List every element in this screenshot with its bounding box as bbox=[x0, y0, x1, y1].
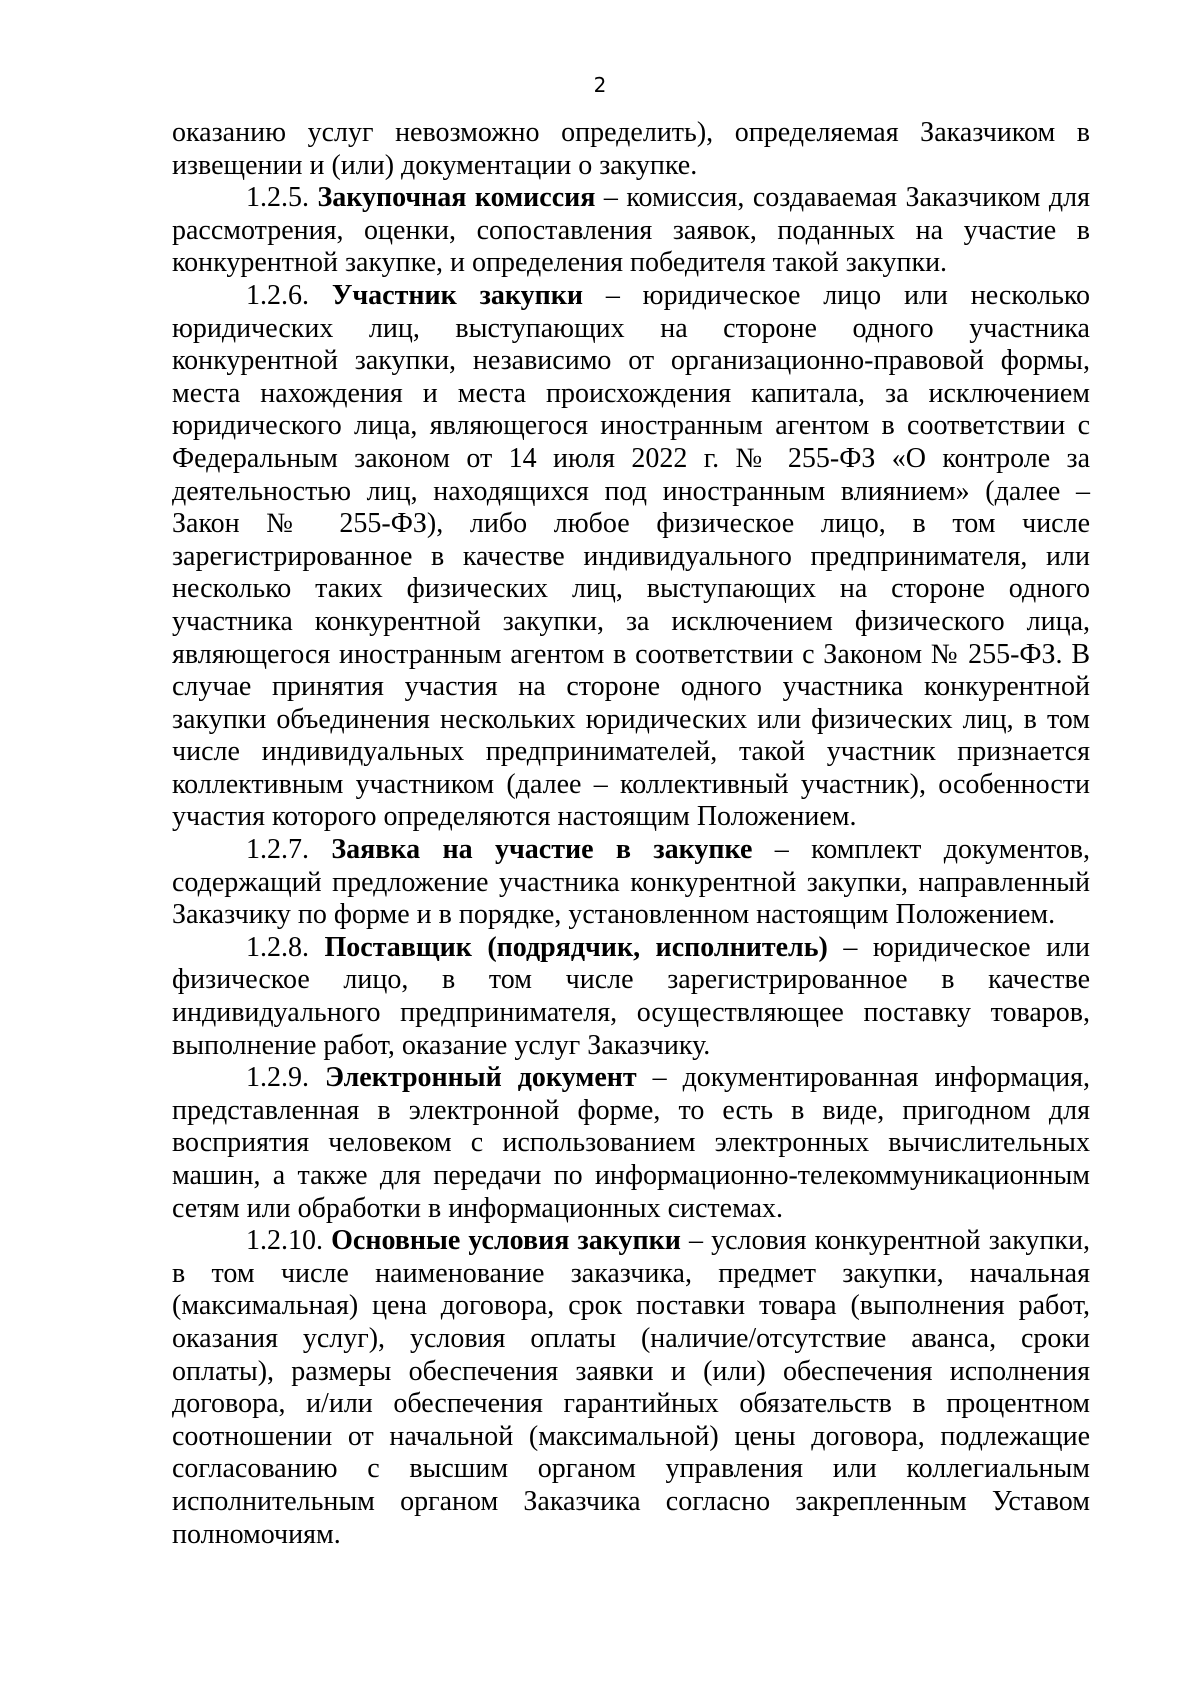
definition-text: – комиссия, создаваемая Заказчиком для рассмотрения, оценки, сопоставления заявок, поданных на участие в конкурентной закупке, и определения победителя такой закупки. bbox=[172, 182, 1090, 279]
document-body bbox=[172, 117, 1090, 1551]
definition-text: – документированная информация, представленная в электронной форме, то есть в виде, пригодном для восприятия человеком с использованием электронных вычислительных машин, а также для передачи по информационно-телекоммуникационным сетям или обработки в информационных системах. bbox=[172, 1062, 1090, 1224]
defined-term: Электронный документ bbox=[324, 1062, 637, 1094]
definition-text: – юридическое или физическое лицо, в том числе зарегистрированное в качестве индивидуального предпринимателя, осуществляющее поставку товаров, выполнение работ, оказание услуг Заказчику. bbox=[172, 931, 1091, 1061]
definition-text: – условия конкурентной закупки, в том числе наименование заказчика, предмет закупки, начальная (максимальная) цена договора, срок поставки товара (выполнения работ, оказания услуг), условия оплаты (наличие/отсутствие аванса, сроки оплаты), размеры обеспечения заявки и (или) обеспечения исполнения договора, и/или обеспечения гарантийных обязательств в процентном соотношении от начальной (максимальной) цены договора, подлежащие согласованию с высшим органом управления или коллегиальным исполнительным органом Заказчика согласно закрепленным Уставом полномочиям. bbox=[172, 1225, 1091, 1550]
paragraph-1-2-5 bbox=[172, 182, 1090, 280]
paragraph-number: 1.2.5. bbox=[246, 182, 309, 214]
defined-term: Поставщик (подрядчик, исполнитель) bbox=[324, 931, 828, 963]
paragraph-1-2-10 bbox=[172, 1225, 1090, 1551]
defined-term: Основные условия закупки bbox=[331, 1225, 681, 1257]
paragraph-number: 1.2.8. bbox=[246, 931, 309, 963]
paragraph-1-2-6 bbox=[172, 280, 1090, 834]
paragraph-text: оказанию услуг невозможно определить), определяемая Заказчиком в извещении и (или) документации о закупке. bbox=[172, 117, 1090, 181]
paragraph-number: 1.2.6. bbox=[246, 279, 309, 311]
definition-text: – юридическое лицо или несколько юридических лиц, выступающих на стороне одного участника конкурентной закупки, независимо от организационно-правовой формы, места нахождения и места происхождения капитала, за исключением юридического лица, являющегося иностранным агентом в соответствии с Федеральным законом от 14 июля 2022 г. № 255-ФЗ «О контроле за деятельностью лиц, находящихся под иностранным влиянием» (далее – Закон № 255-ФЗ), либо любое физическое лицо, в том числе зарегистрированное в качестве индивидуального предпринимателя, или несколько таких физических лиц, выступающих на стороне одного участника конкурентной закупки, за исключением физического лица, являющегося иностранным агентом в соответствии с Законом № 255-ФЗ. В случае принятия участия на стороне одного участника конкурентной закупки объединения нескольких юридических или физических лиц, в том числе индивидуальных предпринимателей, такой участник признается коллективным участником (далее – коллективный участник), особенности участия которого определяются настоящим Положением. bbox=[172, 279, 1091, 833]
definition-text: – комплект документов, содержащий предложение участника конкурентной закупки, направленный Заказчику по форме и в порядке, установленном настоящим Положением. bbox=[172, 834, 1091, 931]
paragraph-1-2-8 bbox=[172, 932, 1090, 1062]
paragraph-number: 1.2.10. bbox=[246, 1225, 323, 1257]
defined-term: Заявка на участие в закупке bbox=[331, 834, 753, 866]
paragraph-number: 1.2.9. bbox=[246, 1062, 309, 1094]
page-number: 2 bbox=[593, 73, 607, 97]
paragraph-continuation bbox=[172, 117, 1090, 182]
defined-term: Закупочная комиссия bbox=[317, 182, 596, 214]
paragraph-1-2-9 bbox=[172, 1062, 1090, 1225]
paragraph-number: 1.2.7. bbox=[246, 834, 309, 866]
defined-term: Участник закупки bbox=[331, 279, 583, 311]
paragraph-1-2-7 bbox=[172, 834, 1090, 932]
